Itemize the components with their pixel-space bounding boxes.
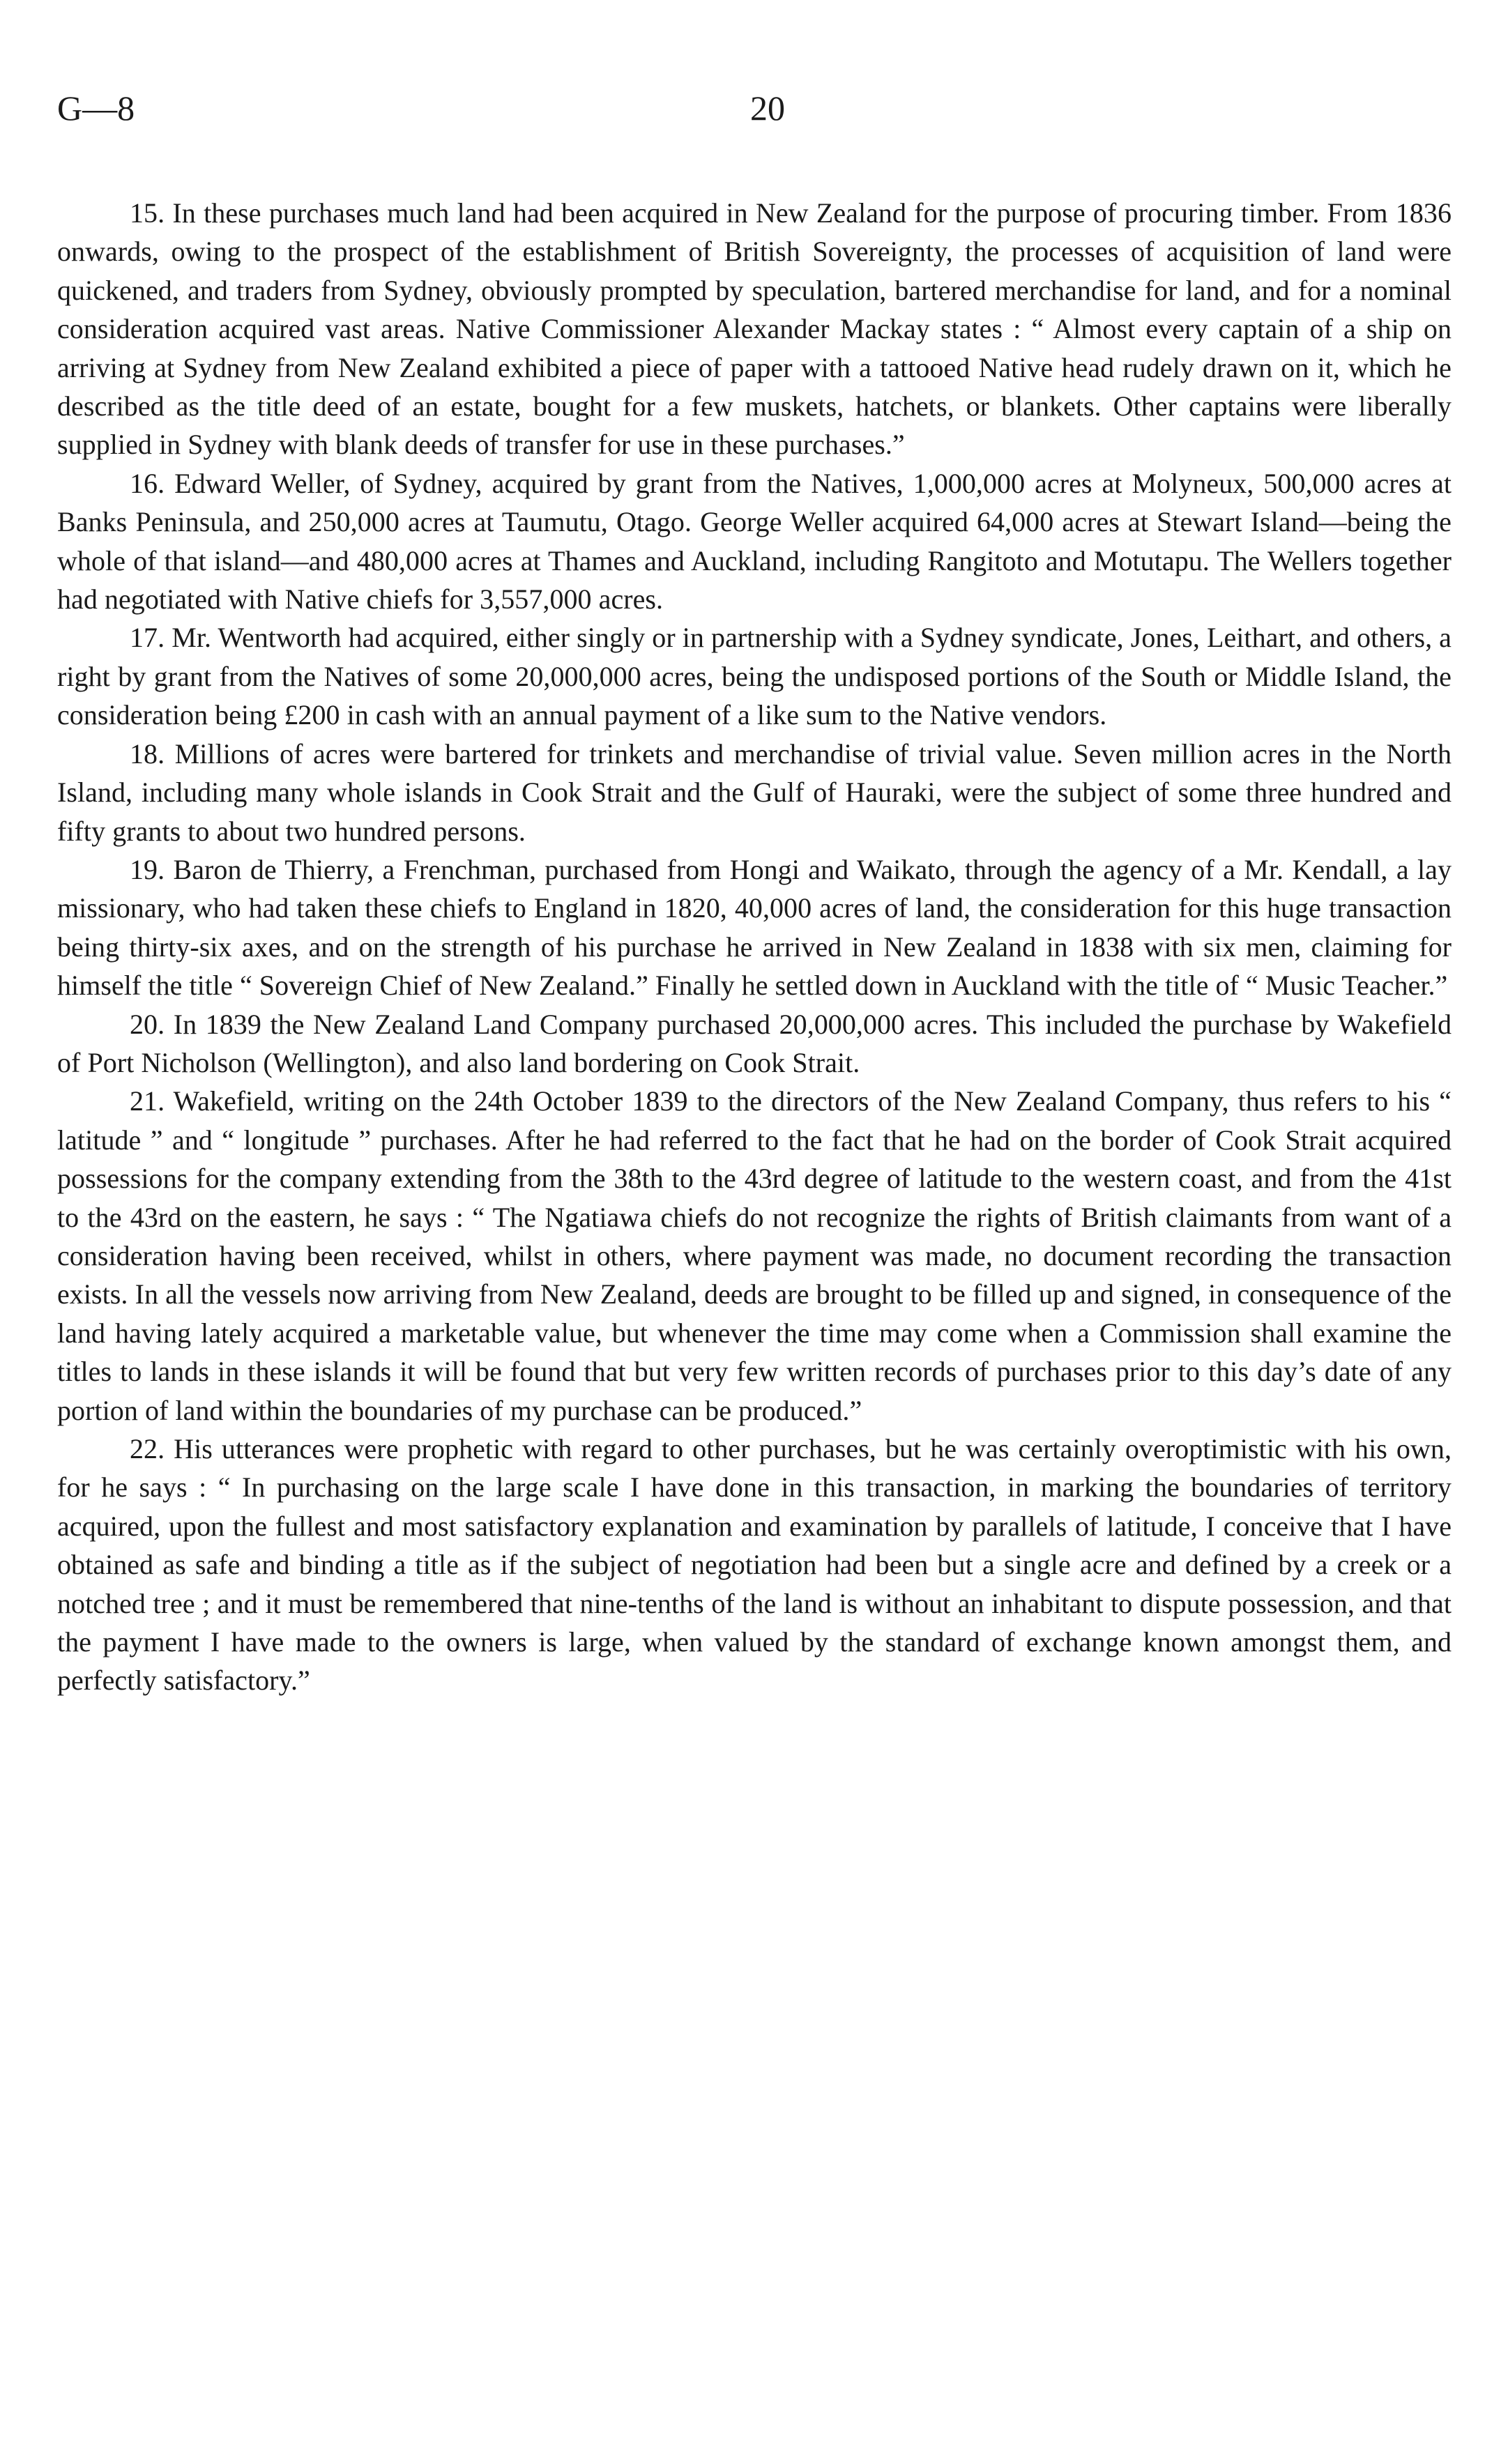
- paragraph-16: 16. Edward Weller, of Sydney, acquired by grant from the Natives, 1,000,000 acres at Molyneux, 500,000 acres at Banks Peninsula, and 250,000 acres at Taumutu, Otago. George Weller acquired 64,000 acres at Stewart Island—being the whole of that island—and 480,000 acres at Thames and Auckland, including Rangitoto and Motutapu. The Wellers together had negotiated with Native chiefs for 3,557,000 acres.: [57, 467, 1452, 615]
- page-header: [57, 84, 1452, 153]
- paragraph-19: 19. Baron de Thierry, a Frenchman, purchased from Hongi and Waikato, through the agency of a Mr. Kendall, a lay missionary, who had taken these chiefs to England in 1820, 40,000 acres of land, the consideration for this huge transaction being thirty-six axes, and on the strength of his purchase he arrived in New Zealand in 1838 with six men, claiming for himself the title “ Sovereign Chief of New Zealand.” Finally he settled down in Auckland with the title of “ Music Teacher.”: [57, 853, 1452, 1002]
- document-page: [57, 84, 1452, 1700]
- page-number: 20: [750, 89, 785, 128]
- paragraph-22: 22. His utterances were prophetic with regard to other purchases, but he was certainly overoptimistic with his own, for he says : “ In purchasing on the large scale I have done in this transaction, in marking the boundaries of territory acquired, upon the fullest and most satisfactory explanation and examination by parallels of latitude, I conceive that I have obtained as safe and binding a title as if the subject of negotiation had been but a single acre and defined by a creek or a notched tree ; and it must be remembered that nine-tenths of the land is without an inhabitant to dispute possession, and that the payment I have made to the owners is large, when valued by the standard of exchange known amongst them, and perfectly satisfactory.”: [57, 1433, 1452, 1697]
- paragraph-17: 17. Mr. Wentworth had acquired, either singly or in partnership with a Sydney syndicate, Jones, Leithart, and others, a right by grant from the Natives of some 20,000,000 acres, being the undisposed portions of the South or Middle Island, the consideration being £200 in cash with an annual payment of a like sum to the Native vendors.: [57, 622, 1452, 731]
- series-code: G—8: [57, 89, 135, 128]
- paragraph-21: 21. Wakefield, writing on the 24th October 1839 to the directors of the New Zealand Company, thus refers to his “ latitude ” and “ longitude ” purchases. After he had referred to the fact that he had on the border of Cook Strait acquired possessions for the company extending from the 38th to the 43rd degree of latitude to the western coast, and from the 41st to the 43rd on the eastern, he says : “ The Ngatiawa chiefs do not recognize the rights of British claimants from want of a consideration having been received, whilst in others, where payment was made, no document recording the transaction exists. In all the vessels now arriving from New Zealand, deeds are brought to be filled up and signed, in consequence of the land having lately acquired a marketable value, but whenever the time may come when a Commission shall examine the titles to lands in these islands it will be found that but very few written records of purchases prior to this day’s date of any portion of land within the boundaries of my purchase can be produced.”: [57, 1085, 1452, 1426]
- paragraph-18: 18. Millions of acres were bartered for trinkets and merchandise of trivial value. Seven million acres in the North Island, including many whole islands in Cook Strait and the Gulf of Hauraki, were the subject of some three hundred and fifty grants to about two hundred persons.: [57, 737, 1452, 847]
- body-text: [57, 194, 1452, 1700]
- paragraph-15: 15. In these purchases much land had been acquired in New Zealand for the purpose of procuring timber. From 1836 onwards, owing to the prospect of the establishment of British Sovereignty, the processes of acquisition of land were quickened, and traders from Sydney, obviously prompted by speculation, bartered merchandise for land, and for a nominal consideration acquired vast areas. Native Commissioner Alexander Mackay states : “ Almost every captain of a ship on arriving at Sydney from New Zealand exhibited a piece of paper with a tattooed Native head rudely drawn on it, which he described as the title deed of an estate, bought for a few muskets, hatchets, or blankets. Other captains were liberally supplied in Sydney with blank deeds of transfer for use in these purchases.”: [57, 197, 1452, 461]
- paragraph-20: 20. In 1839 the New Zealand Land Company purchased 20,000,000 acres. This included the purchase by Wakefield of Port Nicholson (Wellington), and also land bordering on Cook Strait.: [57, 1008, 1452, 1078]
